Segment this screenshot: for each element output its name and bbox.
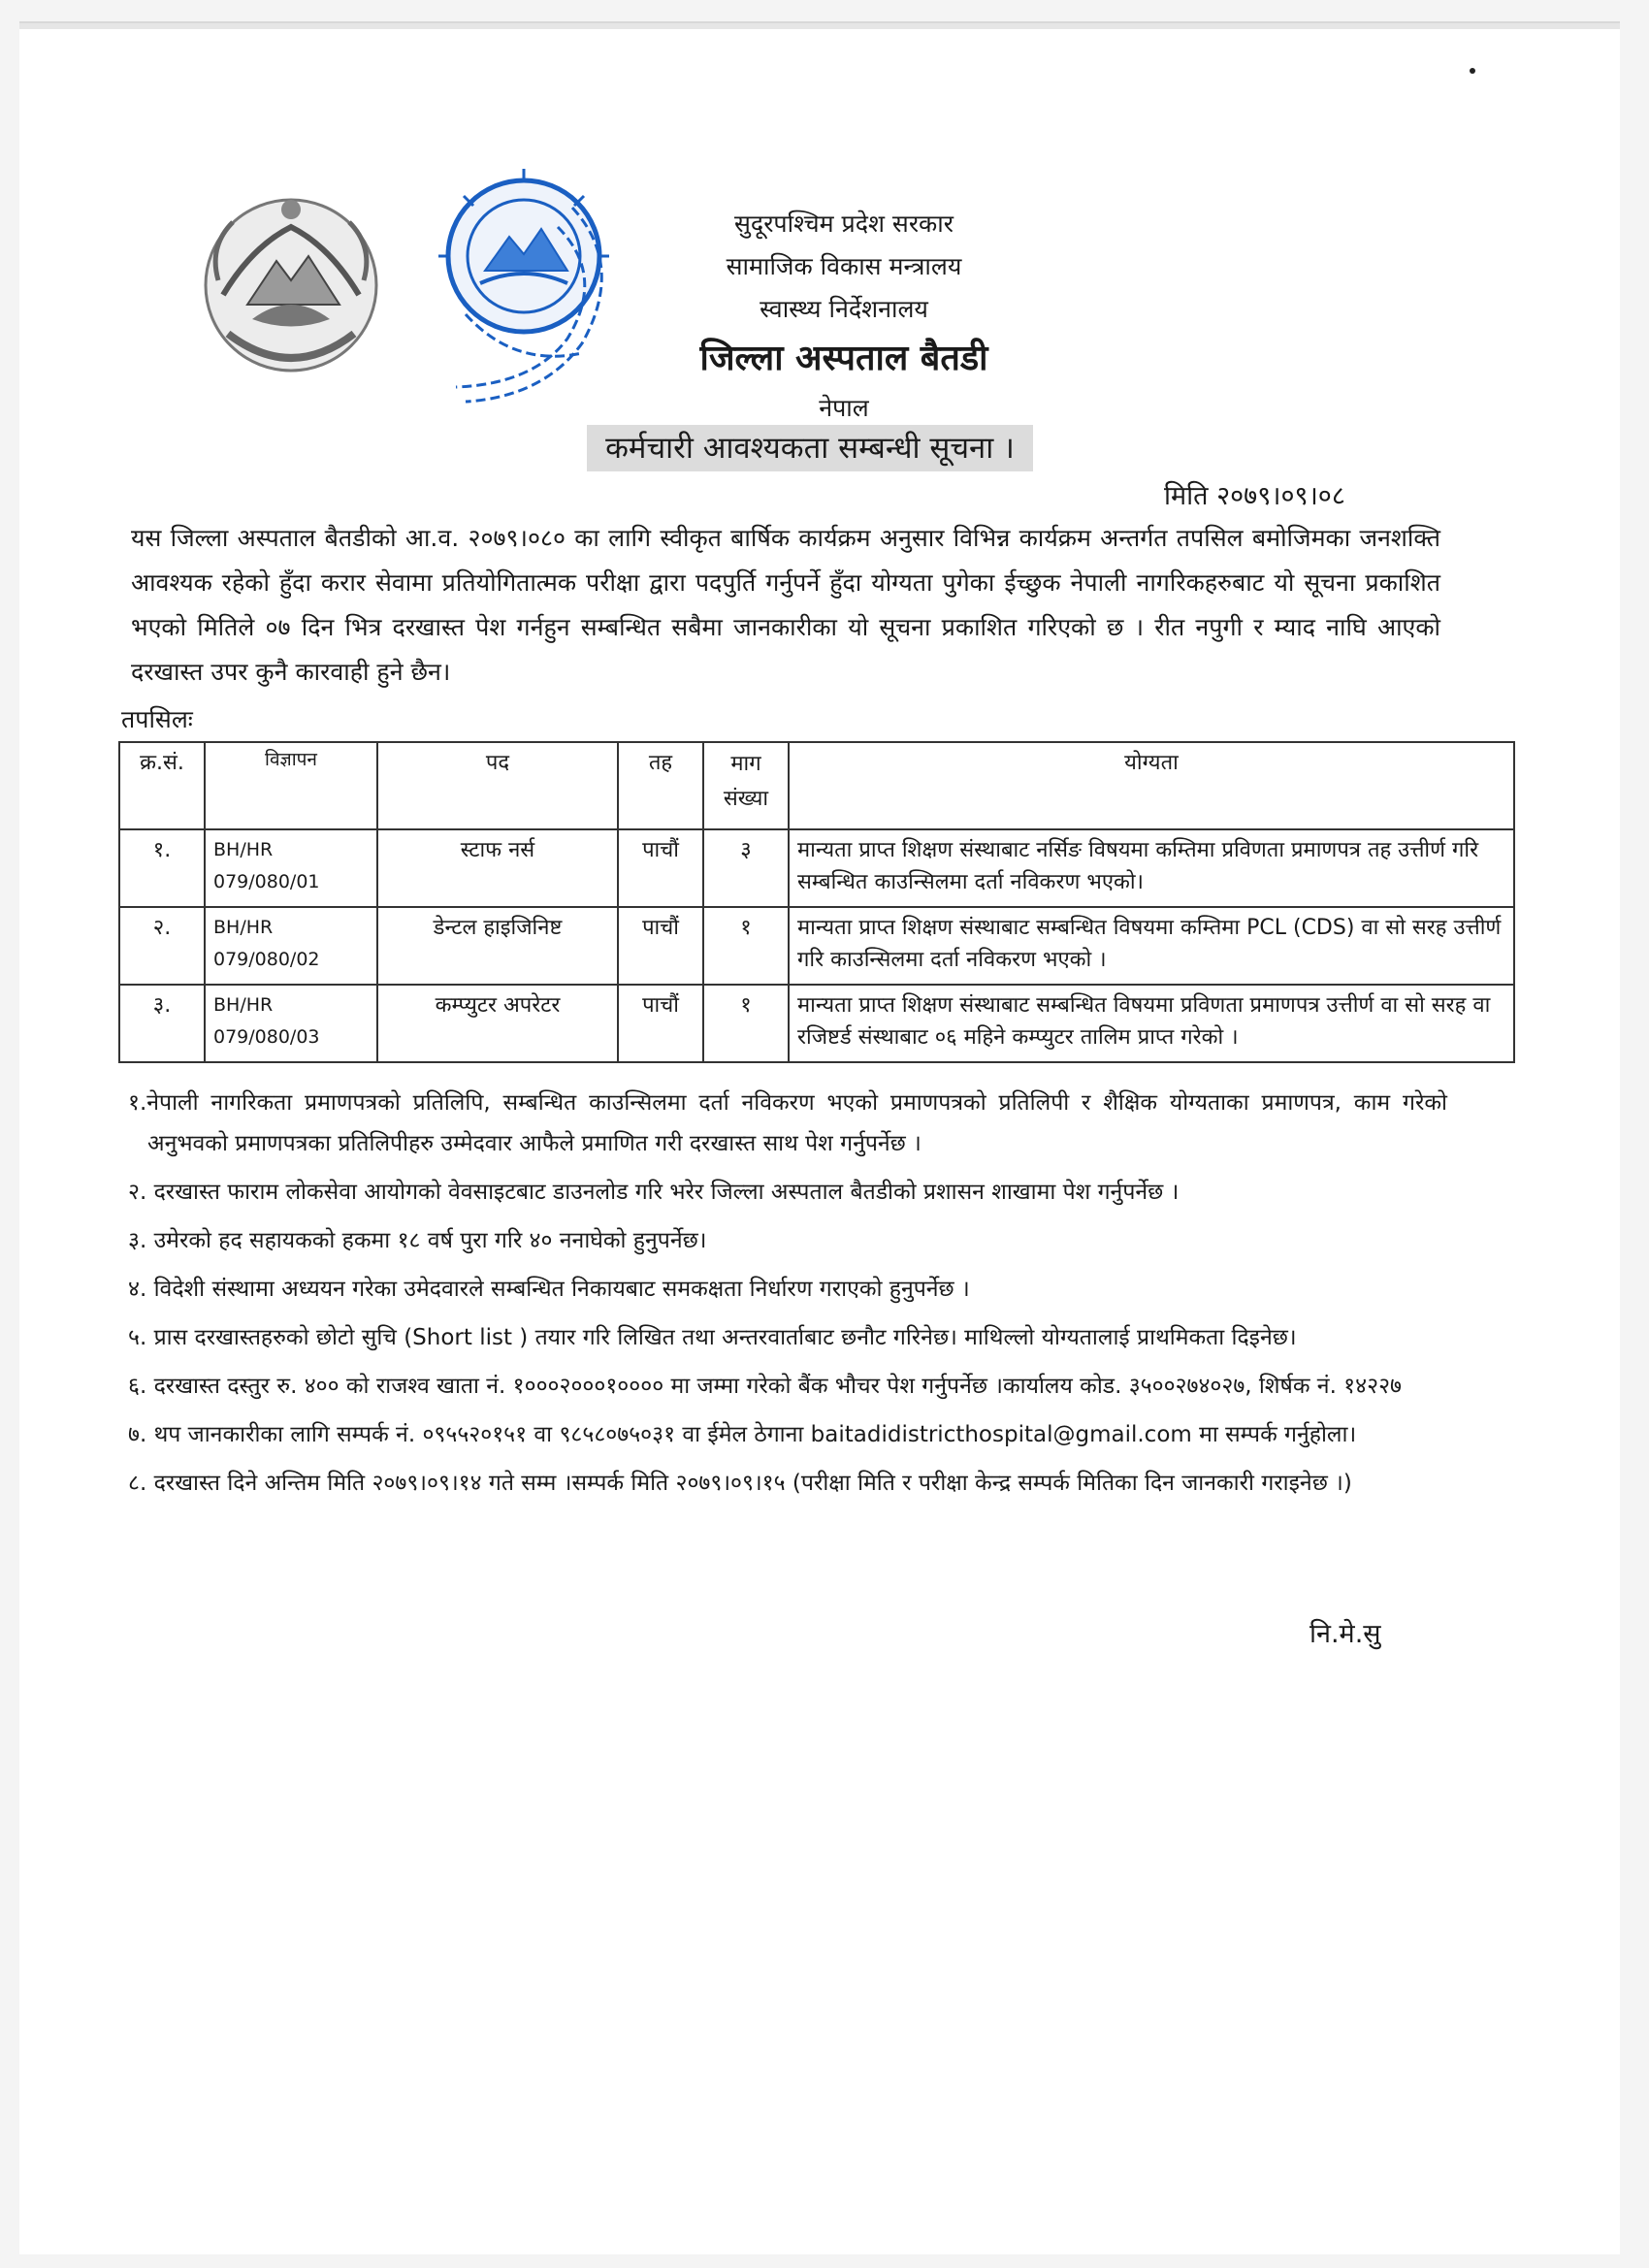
header-country: नेपाल xyxy=(819,394,869,422)
row-ad-prefix: BH/HR xyxy=(213,839,274,860)
intro-paragraph: यस जिल्ला अस्पताल बैतडीको आ.व. २०७९।०८० का लागि स्वीकृत बार्षिक कार्यक्रम अनुसार विभिन्न कार्यक्रम अन्तर्गत तपसिल बमोजिमका जनशक्ति आवश्यक रहेको हुँदा करार सेवामा प्रतियोगितात्मक परीक्षा द्वारा पदपुर्ति गर्नुपर्ने हुँदा योग्यता पुगेका ईच्छुक नेपाली नागरिकहरुबाट यो सूचना प्रकाशित भएको मितिले ०७ दिन भित्र दरखास्त पेश गर्नहुन सम्बन्धित सबैमा जानकारीका यो सूचना प्रकाशित गरिएको छ । रीत नपुगी र म्याद नाघि आएको दरखास्त उपर कुनै कारवाही हुने छैन। xyxy=(131,524,1440,686)
row-qualification: मान्यता प्राप्त शिक्षण संस्थाबाट नर्सिङ विषयमा कम्तिमा प्रविणता प्रमाणपत्र तह उत्तीर्ण गरि सम्बन्धित काउन्सिलमा दर्ता नविकरण भएको। xyxy=(789,829,1514,907)
row-level: पाचौं xyxy=(618,985,703,1062)
note-item: ६. दरखास्त दस्तुर रु. ४०० को राजश्व खाता नं. १०००२०००१०००० मा जम्मा गरेको बैंक भौचर पेश गर्नुपर्नेछ ।कार्यालय कोड. ३५००२७४०२७, शिर्षक नं. १४२२७ xyxy=(128,1374,1402,1399)
table-row xyxy=(119,985,1514,1062)
table-header-row xyxy=(119,742,1514,829)
notice-date: मिति २०७९।०९।०८ xyxy=(1164,481,1345,511)
note-item: १.नेपाली नागरिकता प्रमाणपत्रको प्रतिलिपि, सम्बन्धित काउन्सिलमा दर्ता नविकरण भएको प्रमाणपत्रको प्रतिलिपी र शैक्षिक योग्यताका प्रमाणपत्र, काम गरेको अनुभवको प्रमाणपत्रका प्रतिलिपीहरु उम्मेदवार आफैले प्रमाणित गरी दरखास्त साथ पेश गर्नुपर्नेछ । xyxy=(128,1090,1447,1156)
note-item: ८. दरखास्त दिने अन्तिम मिति २०७९।०९।१४ गते सम्म ।सम्पर्क मिति २०७९।०९।१५ (परीक्षा मिति र परीक्षा केन्द्र सम्पर्क मितिका दिन जानकारी गराइनेछ ।) xyxy=(128,1471,1352,1496)
notes-list xyxy=(128,1083,1447,1511)
note-item: ७. थप जानकारीका लागि सम्पर्क नं. ०९५५२०१५१ वा ९८५८०७५०३१ वा ईमेल ठेगाना baitadidistricthospital@gmail.com मा सम्पर्क गर्नुहोला। xyxy=(128,1422,1357,1447)
header-post: पद xyxy=(377,742,618,829)
nepal-emblem-icon xyxy=(194,188,388,382)
header-directorate: स्वास्थ्य निर्देशनालय xyxy=(760,295,928,323)
province-seal-icon xyxy=(427,159,640,421)
row-post: डेन्टल हाइजिनिष्ट xyxy=(377,907,618,985)
row-post: कम्प्युटर अपरेटर xyxy=(377,985,618,1062)
row-level: पाचौं xyxy=(618,829,703,907)
signoff: नि.मे.सु xyxy=(1310,1619,1381,1649)
row-ad-number: 079/080/01 xyxy=(213,871,320,892)
header-demand xyxy=(703,742,789,829)
notice-page xyxy=(19,21,1620,2254)
header-qualification: योग्यता xyxy=(789,742,1514,829)
row-sn: १. xyxy=(119,829,205,907)
header-government: सुदूरपश्चिम प्रदेश सरकार xyxy=(734,210,954,238)
note-item: ५. प्रास दरखास्तहरुको छोटो सुचि (Short list ) तयार गरि लिखित तथा अन्तरवार्ताबाट छनौट गरिनेछ। माथिल्लो योग्यतालाई प्राथमिकता दिइनेछ। xyxy=(128,1325,1297,1350)
row-ad-number: 079/080/02 xyxy=(213,949,320,970)
row-post: स्टाफ नर्स xyxy=(377,829,618,907)
row-sn: २. xyxy=(119,907,205,985)
row-demand: ३ xyxy=(703,829,789,907)
row-advertisement xyxy=(205,829,377,907)
row-ad-prefix: BH/HR xyxy=(213,917,274,938)
header-demand-line2: संख्या xyxy=(723,787,769,811)
header-level: तह xyxy=(618,742,703,829)
vacancy-table xyxy=(118,741,1515,1063)
note-item: २. दरखास्त फाराम लोकसेवा आयोगको वेवसाइटबाट डाउनलोड गरि भरेर जिल्ला अस्पताल बैतडीको प्रशासन शाखामा पेश गर्नुपर्नेछ । xyxy=(128,1180,1180,1205)
office-header xyxy=(640,203,1048,430)
row-qualification: मान्यता प्राप्त शिक्षण संस्थाबाट सम्बन्धित विषयमा कम्तिमा PCL (CDS) वा सो सरह उत्तीर्ण गरि काउन्सिलमा दर्ता नविकरण भएको । xyxy=(789,907,1514,985)
details-label: तपसिलः xyxy=(121,705,193,733)
note-item: ४. विदेशी संस्थामा अध्ययन गरेका उमेदवारले सम्बन्धित निकायबाट समकक्षता निर्धारण गराएको हुनुपर्नेछ । xyxy=(128,1277,970,1302)
row-demand: १ xyxy=(703,985,789,1062)
header-ministry: सामाजिक विकास मन्त्रालय xyxy=(726,252,962,280)
row-ad-prefix: BH/HR xyxy=(213,994,274,1016)
row-qualification: मान्यता प्राप्त शिक्षण संस्थाबाट सम्बन्धित विषयमा प्रविणता प्रमाणपत्र उत्तीर्ण वा सो सरह वा रजिष्टर्ड संस्थाबाट ०६ महिने कम्प्युटर तालिम प्राप्त गरेको । xyxy=(789,985,1514,1062)
row-advertisement xyxy=(205,907,377,985)
row-advertisement xyxy=(205,985,377,1062)
note-item: ३. उमेरको हद सहायकको हकमा १८ वर्ष पुरा गरि ४० ननाघेको हुनुपर्नेछ। xyxy=(128,1228,707,1253)
header-advertisement: विज्ञापन xyxy=(205,742,377,829)
scan-top-edge xyxy=(19,23,1620,29)
notice-title: कर्मचारी आवश्यकता सम्बन्धी सूचना । xyxy=(587,425,1033,471)
header-sn: क्र.सं. xyxy=(119,742,205,829)
table-row xyxy=(119,829,1514,907)
scan-speck xyxy=(1470,68,1475,74)
table-row xyxy=(119,907,1514,985)
row-sn: ३. xyxy=(119,985,205,1062)
header-demand-line1: माग xyxy=(730,752,761,776)
row-demand: १ xyxy=(703,907,789,985)
row-level: पाचौं xyxy=(618,907,703,985)
header-hospital: जिल्ला अस्पताल बैतडी xyxy=(699,339,988,378)
row-ad-number: 079/080/03 xyxy=(213,1026,320,1048)
